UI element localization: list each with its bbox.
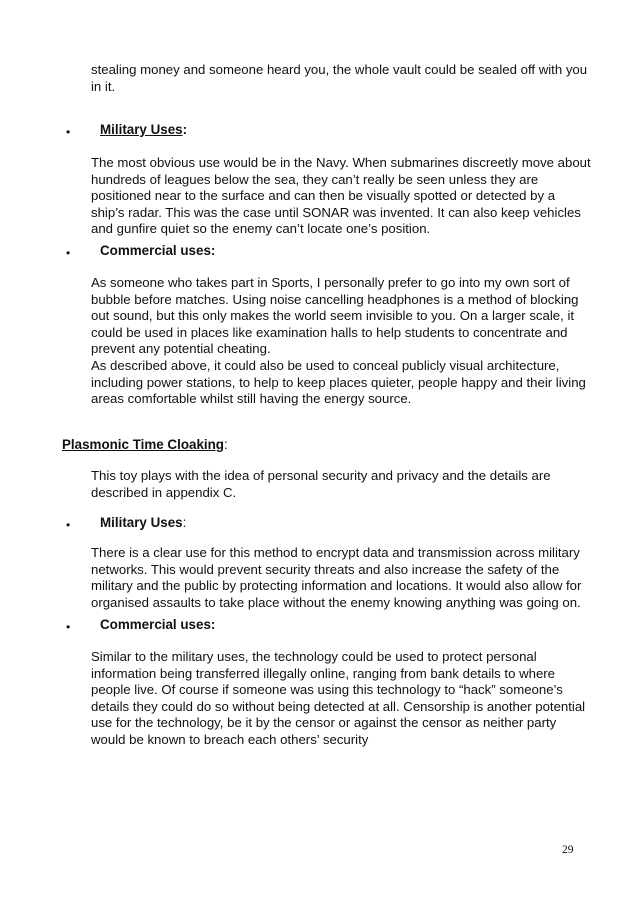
military-uses-paragraph: The most obvious use would be in the Navy. When submarines discreetly move about hundreds of leagues below the sea, they can’t really be seen unless they are positioned near to the surface and can then be visually spotted or detected by a ship’s radar. This was the case until SONAR was invented. It can also keep vehicles and gunfire quiet so the enemy can’t locate one’s position. — [91, 155, 591, 236]
section-heading-title: Plasmonic Time Cloaking — [62, 437, 224, 452]
commercial-uses-heading: Commercial uses: — [100, 243, 216, 258]
commercial-uses-paragraph-2: As described above, it could also be used to conceal publicly visual architecture, including power stations, to help to keep places quieter, people happy and their living areas comfortable whilst still having the energy source. — [91, 358, 586, 406]
commercial-uses-heading: Commercial uses: — [100, 617, 216, 632]
page-number: 29 — [562, 844, 574, 856]
heading-colon: : — [223, 437, 228, 452]
commercial-uses-paragraph-1: As someone who takes part in Sports, I personally prefer to go into my own sort of bubble before matches. Using noise cancelling headphones is a method of blocking out sound, but this only makes the world seem invisible to you. On a larger scale, it could be used in places like examination halls to help students to concentrate and prevent any potential cheating. — [91, 275, 579, 356]
commercial-uses-paragraph: Similar to the military uses, the technology could be used to protect personal information being transferred illegally online, ranging from bank details to where people live. Of course if someone was using this technology to “hack” someone’s details they could do so without being detected at all. Censorship is another potential use for the technology, be it by the censor or against the censor as neither party would be known to breach each others’ security — [91, 649, 586, 747]
military-uses-heading — [100, 122, 187, 138]
military-uses-heading-text: Military Uses — [100, 515, 183, 530]
military-uses-heading — [100, 515, 186, 531]
bullet-icon: • — [66, 620, 71, 634]
heading-colon: : — [182, 122, 188, 137]
military-uses-paragraph: There is a clear use for this method to encrypt data and transmission across military networks. This would prevent security threats and also increase the safety of the military and the public by protecting information and locations. It would also allow for organised assaults to take place without the enemy knowing anything was going on. — [91, 545, 582, 610]
bullet-icon: • — [66, 125, 71, 139]
heading-colon: : — [182, 515, 187, 530]
military-uses-heading-text: Military Uses — [100, 122, 183, 137]
section-heading — [62, 437, 228, 453]
intro-continuation-paragraph: stealing money and someone heard you, the whole vault could be sealed off with you in it. — [91, 62, 588, 94]
section-intro-paragraph: This toy plays with the idea of personal security and privacy and the details are described in appendix C. — [91, 468, 551, 500]
bullet-icon: • — [66, 246, 71, 260]
bullet-icon: • — [66, 518, 71, 532]
